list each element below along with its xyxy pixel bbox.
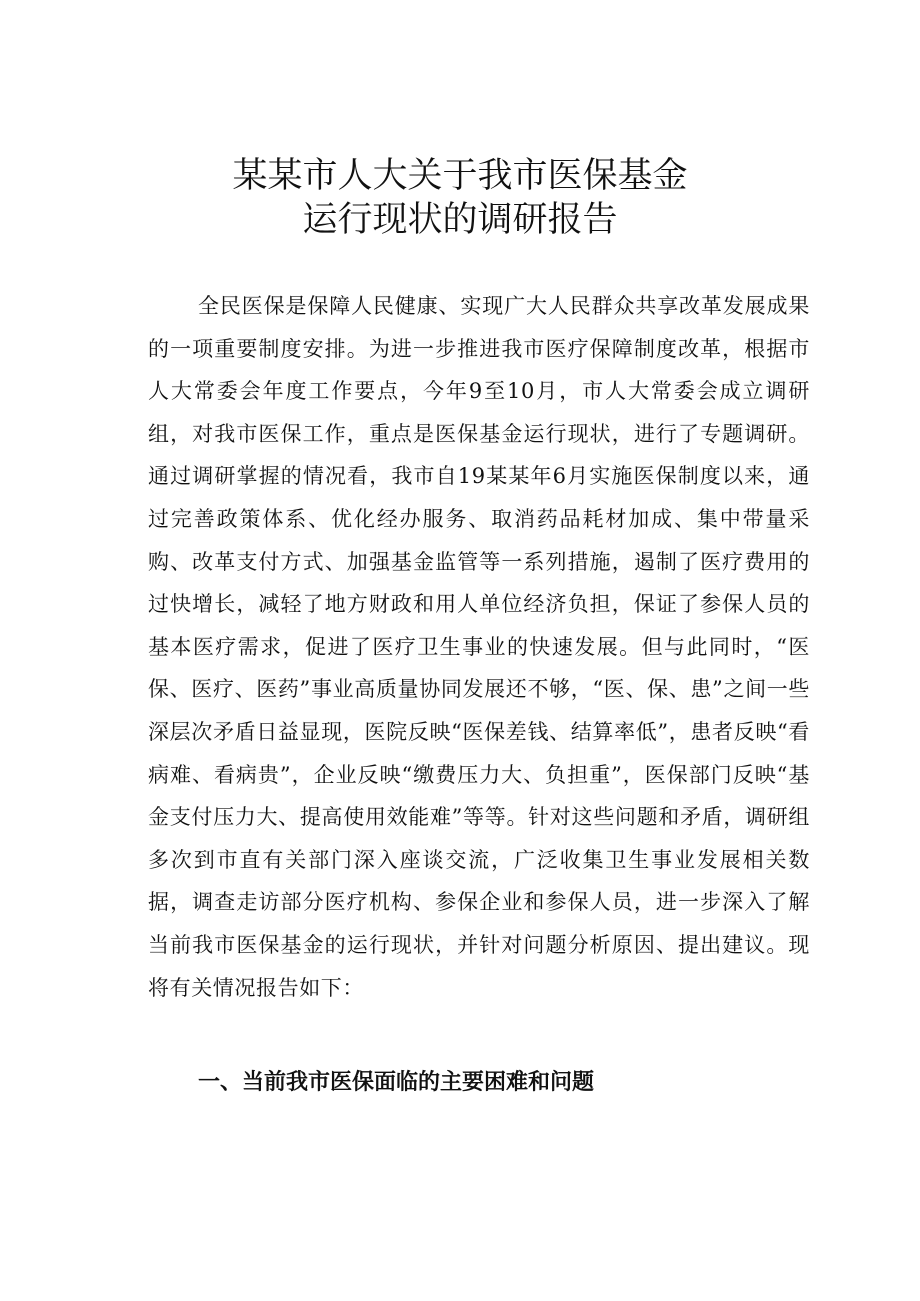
document-title-line-2: 运行现状的调研报告 [302, 200, 618, 240]
document-title-line-1: 某某市人大关于我市医保基金 [232, 156, 688, 196]
section-heading-1: 一、当前我市医保面临的主要困难和问题 [198, 1070, 595, 1095]
intro-paragraph: 全民医保是保障人民健康、实现广大人民群众共享改革发展成果的一项重要制度安排。为进一步推进我市医疗保障制度改革，根据市人大常委会年度工作要点，今年9至10月，市人大常委会成立调研组，对我市医保工作，重点是医保基金运行现状，进行了专题调研。通过调研掌握的情况看，我市自19某某年6月实施医保制度以来，通过完善政策体系、优化经办服务、取消药品耗材加成、集中带量采购、改革支付方式、加强基金监管等一系列措施，遏制了医疗费用的过快增长，减轻了地方财政和用人单位经济负担，保证了参保人员的基本医疗需求，促进了医疗卫生事业的快速发展。但与此同时，“医保、医疗、医药”事业高质量协同发展还不够，“医、保、患”之间一些深层次矛盾日益显现，医院反映“医保差钱、结算率低”，患者反映“看病难、看病贵”，企业反映“缴费压力大、负担重”，医保部门反映“基金支付压力大、提高使用效能难”等等。针对这些问题和矛盾，调研组多次到市直有关部门深入座谈交流，广泛收集卫生事业发展相关数据，调查走访部分医疗机构、参保企业和参保人员，进一步深入了解当前我市医保基金的运行现状，并针对问题分析原因、提出建议。现将有关情况报告如下： [148, 294, 810, 1000]
